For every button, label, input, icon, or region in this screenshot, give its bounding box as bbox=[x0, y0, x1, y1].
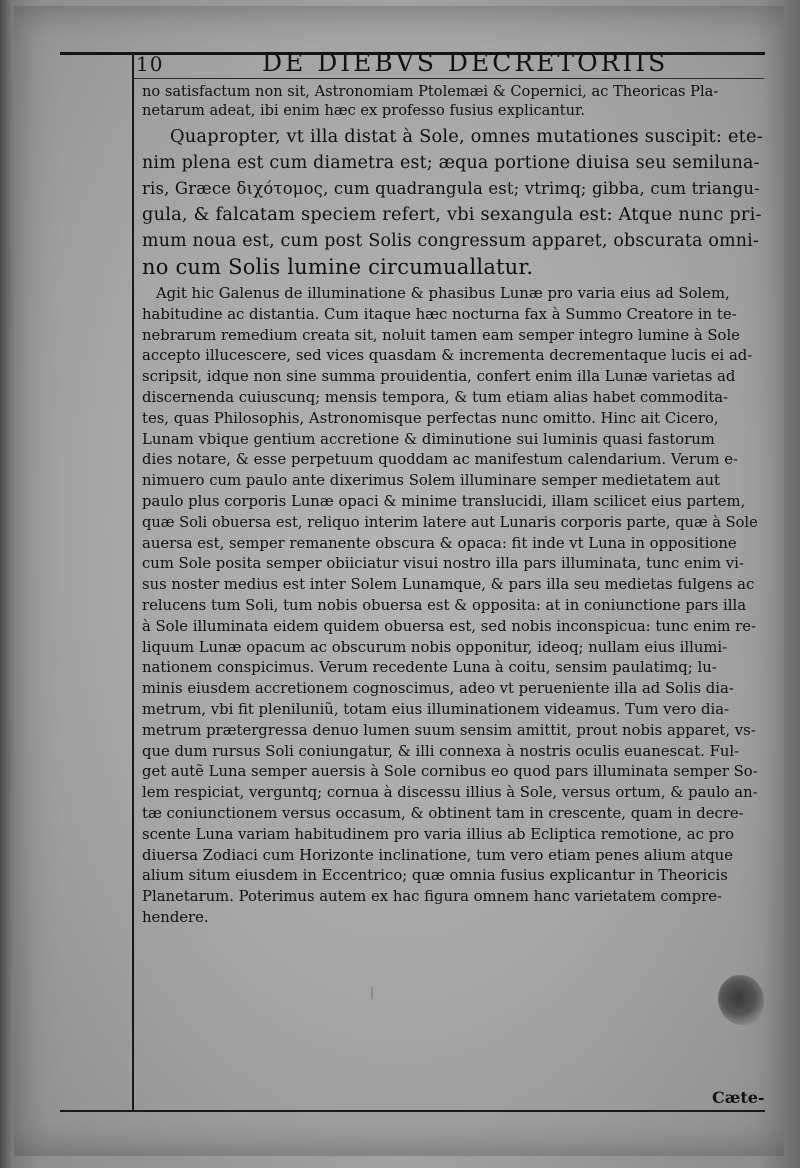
text-line: Quapropter, vt illa distat à Sole, omnes mutationes suscipit: ete- bbox=[170, 126, 763, 147]
header-rule bbox=[134, 78, 764, 79]
catchword: Cæte- bbox=[712, 1088, 765, 1107]
text-line: paulo plus corporis Lunæ opaci & minime translucidi, illam scilicet eius partem, bbox=[142, 492, 746, 510]
text-line: alium situm eiusdem in Eccentrico; quæ omnia fusius explicantur in Theoricis bbox=[142, 867, 728, 885]
lead-paragraph bbox=[142, 124, 764, 280]
page-number: 10 bbox=[136, 52, 164, 76]
text-line: scripsit, idque non sine summa prouidentia, confert enim illa Lunæ varietas ad bbox=[142, 368, 736, 386]
continuation-paragraph bbox=[142, 82, 764, 120]
text-line: relucens tum Soli, tum nobis obuersa est & opposita: at in coniunctione pars illa bbox=[142, 596, 747, 614]
text-line: tes, quas Philosophis, Astronomisque perfectas nunc omitto. Hinc ait Cicero, bbox=[142, 409, 719, 427]
commentary-paragraph bbox=[142, 284, 764, 929]
text-line: no cum Solis lumine circumuallatur. bbox=[142, 255, 534, 279]
text-line: lem respiciat, verguntq; cornua à discessu illius à Sole, versus ortum, & paulo an- bbox=[142, 784, 758, 802]
running-title: DE DIEBVS DECRETORIIS bbox=[262, 48, 669, 77]
text-line: que dum rursus Soli coniungatur, & illi connexa à nostris oculis euanescat. Ful- bbox=[142, 742, 740, 760]
text-line: Planetarum. Poterimus autem ex hac figura omnem hanc varietatem compre- bbox=[142, 888, 722, 906]
text-line: ris, Græce διχότομος, cum quadrangula est; vtrimq; gibba, cum triangu- bbox=[142, 179, 760, 198]
text-line: auersa est, semper remanente obscura & opaca: fit inde vt Luna in oppositione bbox=[142, 534, 737, 552]
text-line: dies notare, & esse perpetuum quoddam ac manifestum calendarium. Verum e- bbox=[142, 451, 739, 469]
text-line: quæ Soli obuersa est, reliquo interim latere aut Lunaris corporis parte, quæ à Sole bbox=[142, 513, 758, 531]
text-line: metrum prætergressa denuo lumen suum sensim amittit, prout nobis apparet, vs- bbox=[142, 721, 756, 739]
text-line: sus noster medius est inter Solem Lunamque, & pars illa seu medietas fulgens ac bbox=[142, 576, 755, 594]
text-line: no satisfactum non sit, Astronomiam Ptolemæi & Copernici, ac Theoricas Pla- bbox=[142, 83, 719, 100]
text-line: nationem conspicimus. Verum recedente Luna à coitu, sensim paulatimq; lu- bbox=[142, 659, 717, 677]
text-line: Agit hic Galenus de illuminatione & phasibus Lunæ pro varia eius ad Solem, bbox=[156, 285, 730, 302]
text-line: hendere. bbox=[142, 908, 209, 926]
body-text bbox=[142, 82, 764, 929]
text-line: nimuero cum paulo ante dixerimus Solem illuminare semper medietatem aut bbox=[142, 472, 720, 490]
text-line: Lunam vbique gentium accretione & diminutione sui luminis quasi fastorum bbox=[142, 430, 715, 448]
text-line: diuersa Zodiaci cum Horizonte inclinatione, tum vero etiam penes alium atque bbox=[142, 846, 733, 864]
faint-mark: | bbox=[370, 985, 375, 999]
frame-bottom-rule bbox=[60, 1110, 765, 1112]
text-line: liquum Lunæ opacum ac obscurum nobis opponitur, ideoq; nullam eius illumi- bbox=[142, 638, 728, 656]
text-line: gula, & falcatam speciem refert, vbi sexangula est: Atque nunc pri- bbox=[142, 204, 762, 225]
ink-stain bbox=[718, 975, 764, 1025]
text-line: nebrarum remedium creata sit, noluit tamen eam semper integro lumine à Sole bbox=[142, 326, 740, 344]
text-line: minis eiusdem accretionem cognoscimus, adeo vt perueniente illa ad Solis dia- bbox=[142, 680, 734, 698]
text-line: tæ coniunctionem versus occasum, & obtinent tam in crescente, quam in decre- bbox=[142, 804, 744, 822]
text-line: habitudine ac distantia. Cum itaque hæc nocturna fax à Summo Creatore in te- bbox=[142, 305, 737, 323]
text-line: accepto illucescere, sed vices quasdam & incrementa decrementaque lucis ei ad- bbox=[142, 347, 753, 365]
text-line: à Sole illuminata eidem quidem obuersa est, sed nobis inconspicua: tunc enim re- bbox=[142, 617, 756, 635]
text-line: cum Sole posita semper obiiciatur visui nostro illa pars illuminata, tunc enim vi- bbox=[142, 555, 744, 573]
text-line: get autẽ Luna semper auersis à Sole cornibus eo quod pars illuminata semper So- bbox=[142, 763, 758, 781]
text-line: metrum, vbi fit pleniluniũ, totam eius illuminationem videamus. Tum vero dia- bbox=[142, 700, 730, 718]
text-line: mum noua est, cum post Solis congressum apparet, obscurata omni- bbox=[142, 231, 759, 251]
text-line: netarum adeat, ibi enim hæc ex professo fusius explicantur. bbox=[142, 102, 586, 119]
frame-left-rule bbox=[132, 52, 134, 1112]
text-line: scente Luna variam habitudinem pro varia illius ab Ecliptica remotione, ac pro bbox=[142, 825, 735, 843]
text-line: nim plena est cum diametra est; æqua portione diuisa seu semiluna- bbox=[142, 153, 760, 173]
text-line: discernenda cuiuscunq; mensis tempora, & tum etiam alias habet commodita- bbox=[142, 388, 729, 406]
